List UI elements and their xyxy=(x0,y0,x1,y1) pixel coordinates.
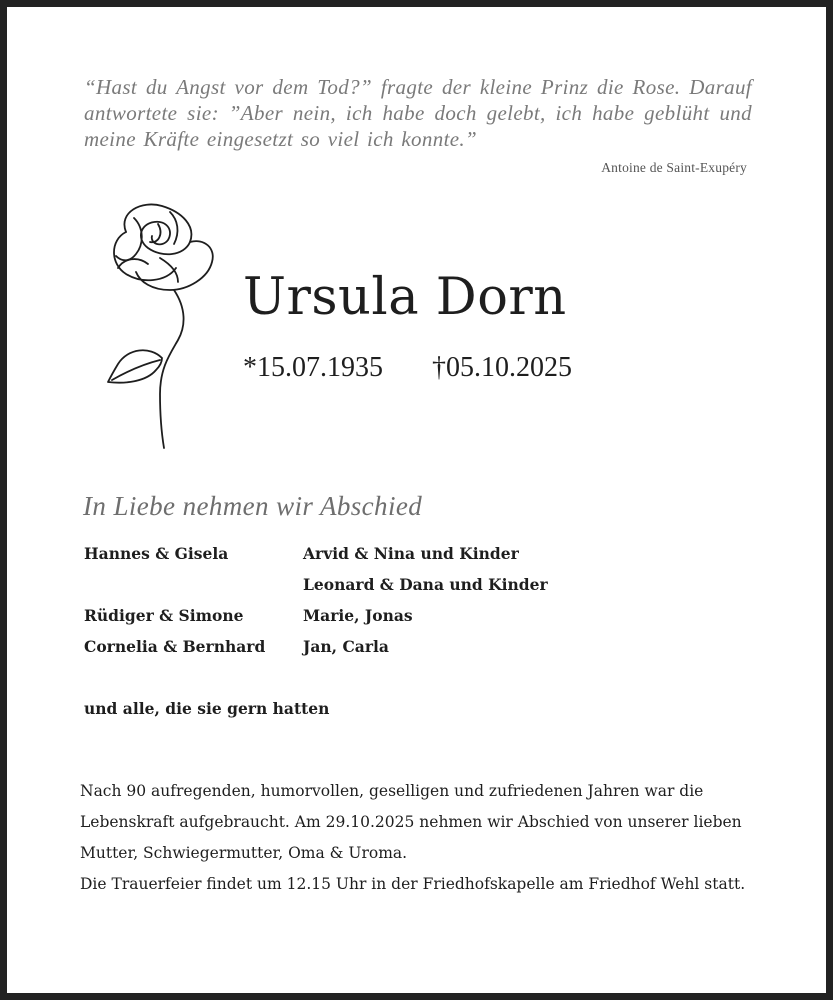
farewell-heading: In Liebe nehmen wir Abschied xyxy=(83,491,423,521)
mourner-right-2: Leonard & Dana und Kinder xyxy=(303,575,548,594)
deceased-name: Ursula Dorn xyxy=(243,268,567,327)
rose-icon xyxy=(100,198,230,454)
notice-line-4: Die Trauerfeier findet um 12.15 Uhr in der Friedhofskapelle am Friedhof Wehl statt. xyxy=(80,875,746,893)
notice-text xyxy=(80,776,780,900)
notice-line-2: Lebenskraft aufgebraucht. Am 29.10.2025 nehmen wir Abschied von unserer lieben xyxy=(80,813,742,831)
birth-date: *15.07.1935 xyxy=(243,352,383,383)
closing-line: und alle, die sie gern hatten xyxy=(84,699,330,718)
notice-line-3: Mutter, Schwiegermutter, Oma & Uroma. xyxy=(80,844,408,862)
mourner-left-1: Hannes & Gisela xyxy=(84,544,229,563)
notice-line-1: Nach 90 aufregenden, humorvollen, geselligen und zufriedenen Jahren war die xyxy=(80,782,704,800)
mourner-left-3: Cornelia & Bernhard xyxy=(84,637,266,656)
quote-author: Antoine de Saint-Exupéry xyxy=(601,160,747,175)
quote-text: “Hast du Angst vor dem Tod?” fragte der kleine Prinz die Rose. Darauf antwortete sie: ”Aber nein, ich habe doch gelebt, ich habe geblüht und meine Kräfte eingesetzt so viel ich konnte.” xyxy=(84,75,752,151)
mourner-left-2: Rüdiger & Simone xyxy=(84,606,244,625)
death-date: †05.10.2025 xyxy=(432,352,572,383)
mourner-right-1: Arvid & Nina und Kinder xyxy=(303,544,519,563)
mourner-right-4: Jan, Carla xyxy=(303,637,389,656)
mourner-right-3: Marie, Jonas xyxy=(303,606,413,625)
